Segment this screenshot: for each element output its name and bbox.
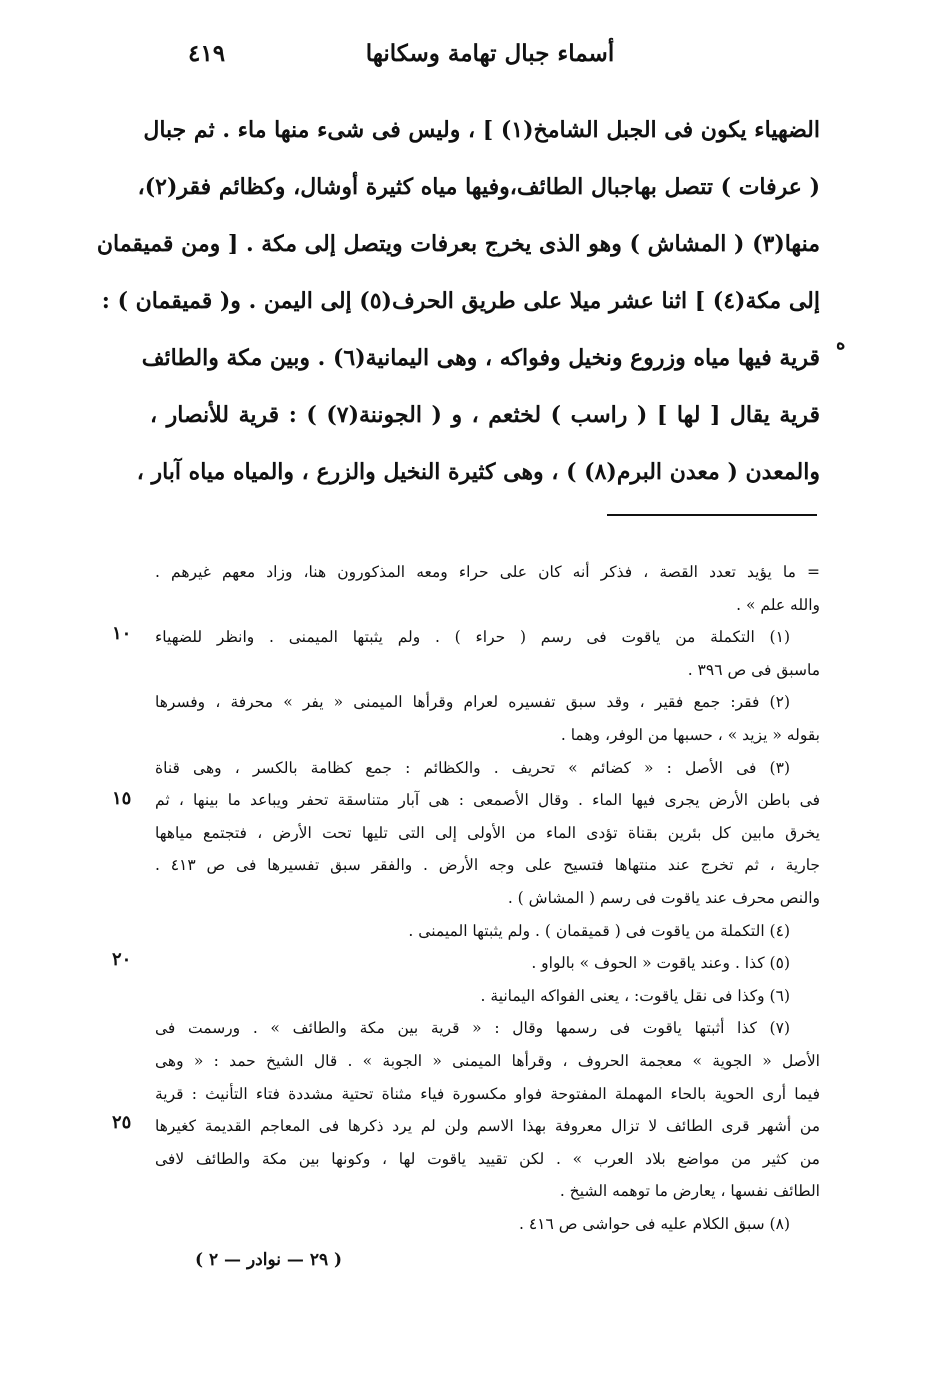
footnote-line: (٨) سبق الكلام عليه فى حواشى ص ٤١٦ . — [518, 1214, 790, 1233]
footnote-line: = ما يؤيد تعدد القصة ، فذكر أنه كان على حراء ومعه المذكورون هنا، وزاد معهم غيرهم . — [155, 563, 820, 581]
footnote-line: من أشهر قرى الطائف لا تزال معروفة بهذا الاسم ولن لم يرد ذكرها فى المعاجم القديمة كغيرها — [155, 1117, 820, 1136]
footnote-line: والله علم » . — [736, 595, 820, 614]
footnote-line: فيما أرى الحوية بالحاء المهملة المفتوحة فواو مكسورة فياء مثناة تحتية مشددة فتاء التأنيث : قرية — [155, 1084, 820, 1103]
main-text-line: والمعدن ( معدن البرم(٨) ) ، وهى كثيرة النخيل والزرع ، والمياه مياه آبار ، — [136, 459, 820, 485]
footnote-line: (٣) فى الأصل : « كضائم » تحريف . والكظائم : جمع كظامة بالكسر ، وهى قناة — [155, 758, 790, 777]
main-text-line: قرية يقال [ لها ] ( راسب ) لخثعم ، و ( الجوننة(٧) ) : قرية للأنصار ، — [150, 402, 820, 428]
footnote-line: والنص محرف عند ياقوت فى رسم ( المشاش ) . — [507, 888, 820, 907]
footnote-divider — [607, 514, 817, 516]
line-number-marker: ٢٥ — [112, 1112, 132, 1133]
footnote-line: (١) التكملة من ياقوت فى رسم ( حراء ) . ولم يثبتها الميمنى . وانظر للضهياء — [155, 628, 790, 647]
footnote-line: الطائف نفسها ، يعارض ما توهمه الشيخ . — [559, 1182, 820, 1201]
main-text-line: ( عرفات ) تتصل بهاجبال الطائف،وفيها مياه كثيرة أوشال، وكظائم فقر(٢)، — [137, 174, 820, 200]
footnote-line: (٢) فقر: جمع فقير ، وقد سبق تفسيره لعرام وقرأها الميمنى « يفر » محرفة ، وفسرها — [155, 693, 790, 712]
footnote-line: من كثير من مواضع بلاد العرب » . لكن تقييد ياقوت لها ، وكونها بين مكة والطائف لافى — [155, 1149, 820, 1168]
footnote-line: فى باطن الأرض يجرى فيها الماء . وقال الأصمعى : هى آبار متناسقة تحفر ويباعد ما بينها ، ثم — [155, 791, 820, 810]
footnote-line: (٥) كذا . وعند ياقوت « الحوف » بالواو . — [531, 954, 790, 973]
footnote-line: (٧) كذا أثبتها ياقوت فى رسمها وقال : « قرية بين مكة والطائف » . ورسمت فى — [155, 1019, 790, 1038]
page-title: أسماء جبال تهامة وسكانها — [365, 40, 615, 67]
line-number-marker: ٢٠ — [112, 949, 132, 970]
line-number-marker: ١٥ — [112, 788, 132, 809]
signature-mark: ( ٢٩ — نوادر — ٢ ) — [195, 1250, 343, 1270]
line-number-marker: ١٠ — [112, 623, 132, 644]
main-text-line: قرية فيها مياه وزروع ونخيل وفواكه ، وهى اليمانية(٦) . وبين مكة والطائف — [141, 345, 820, 371]
footnote-line: الأصل « الجوية » معجمة الحروف ، وقرأها الميمنى « الجوبة » . قال الشيخ حمد : « وهى — [155, 1051, 820, 1070]
footnote-line: (٦) وكذا فى نقل ياقوت: ، يعنى الفواكه اليمانية . — [480, 986, 790, 1005]
main-text — [96, 102, 820, 501]
footnote-line: (٤) التكملة من ياقوت فى ( قميقمان ) . ولم يثبتها الميمنى . — [408, 921, 790, 940]
footnote-line: بقوله « يزيد » ، حسبها من الوفر، وهما . — [560, 725, 820, 744]
footnote-line: جارية ، ثم تخرج عند منتهاها فتسيح على وجه الأرض . والفقر سبق تفسيرها فى ص ٤١٣ . — [155, 856, 820, 875]
main-text-line: منها(٣) ( المشاش ) وهو الذى يخرج بعرفات ويتصل إلى مكة . [ ومن قميقمان — [96, 231, 820, 257]
footnote-line: يخرق مابين كل بئرين بقناة تؤدى الماء من الأولى إلى التى تليها تحت الأرض ، فتجتمع مياهها — [155, 823, 820, 842]
running-header — [170, 40, 810, 80]
line-number-marker: ه — [836, 333, 846, 354]
footnotes — [155, 556, 820, 1240]
page-number: ٤١٩ — [188, 40, 226, 67]
main-text-line: إلى مكة(٤) ] اثنا عشر ميلا على طريق الحرف(٥) إلى اليمن . و( قميقمان ) : — [101, 288, 820, 314]
footnote-line: ماسبق فى ص ٣٩٦ . — [687, 660, 820, 679]
main-text-line: الضهياء يكون فى الجبل الشامخ(١) ] ، وليس فى شىء منها ماء . ثم جبال — [143, 117, 820, 143]
